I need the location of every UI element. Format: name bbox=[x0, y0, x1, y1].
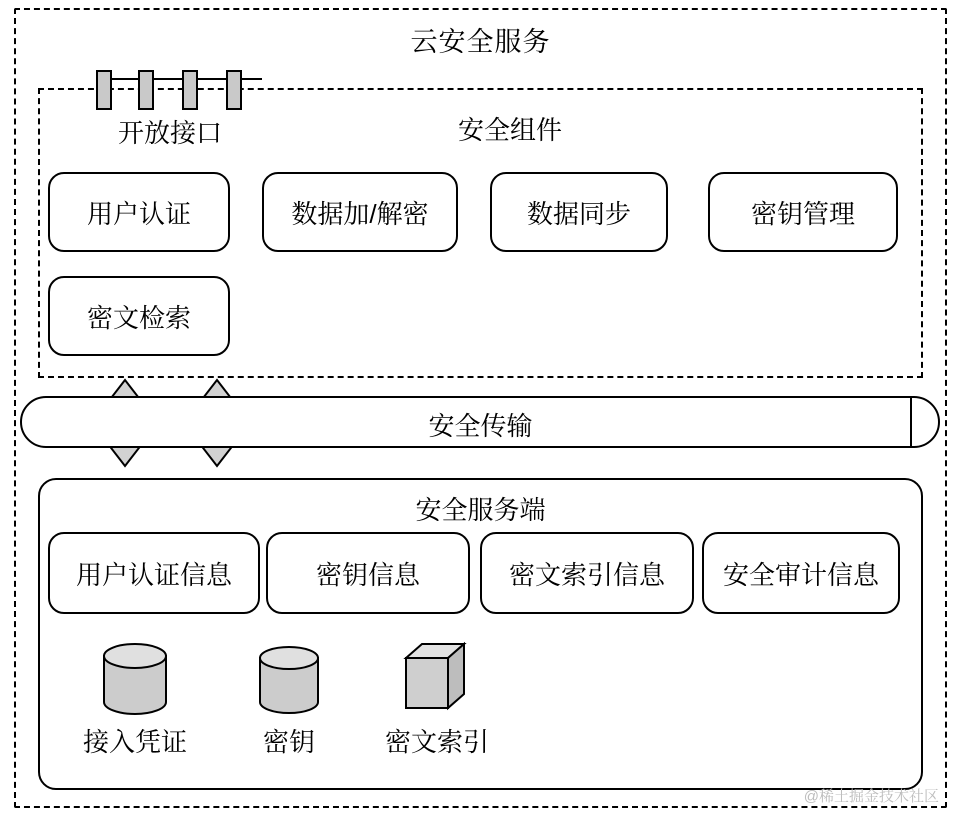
connector-bar-1 bbox=[96, 70, 112, 110]
open-api-connector-bars bbox=[82, 70, 262, 112]
cylinder-icon-credentials bbox=[98, 642, 172, 718]
server-info-ciphertext-index[interactable] bbox=[480, 532, 694, 614]
component-label: 密钥管理 bbox=[750, 198, 855, 229]
page-title: 云安全服务 bbox=[410, 27, 551, 57]
store-label-credentials: 接入凭证 bbox=[82, 727, 187, 757]
secure-transport-label: 安全传输 bbox=[428, 411, 533, 441]
component-data-sync[interactable] bbox=[490, 172, 668, 252]
component-key-management[interactable] bbox=[708, 172, 898, 252]
component-user-auth[interactable] bbox=[48, 172, 230, 252]
server-info-key[interactable] bbox=[266, 532, 470, 614]
info-box-label: 密文索引信息 bbox=[508, 559, 665, 590]
connector-bar-4 bbox=[226, 70, 242, 110]
component-label: 密文检索 bbox=[86, 302, 191, 333]
security-components-title: 安全组件 bbox=[457, 115, 562, 145]
server-info-user-auth[interactable] bbox=[48, 532, 260, 614]
component-label: 数据同步 bbox=[526, 198, 631, 229]
cylinder-icon-keys bbox=[252, 646, 326, 722]
info-box-label: 用户认证信息 bbox=[75, 559, 232, 590]
store-label-keys: 密钥 bbox=[262, 727, 315, 757]
cube-icon-ciphertext-index bbox=[398, 638, 472, 714]
store-label-ciphertext-index: 密文索引 bbox=[384, 727, 489, 757]
watermark: @稀土掘金技术社区 bbox=[803, 788, 939, 805]
info-box-label: 安全审计信息 bbox=[722, 559, 879, 590]
security-server-title: 安全服务端 bbox=[415, 495, 546, 525]
component-data-encrypt-decrypt[interactable] bbox=[262, 172, 458, 252]
connector-bar-3 bbox=[182, 70, 198, 110]
open-api-label: 开放接口 bbox=[117, 118, 222, 148]
server-info-audit[interactable] bbox=[702, 532, 900, 614]
component-ciphertext-retrieval[interactable] bbox=[48, 276, 230, 356]
info-box-label: 密钥信息 bbox=[315, 559, 420, 590]
connector-bar-2 bbox=[138, 70, 154, 110]
component-label: 数据加/解密 bbox=[291, 198, 429, 229]
component-label: 用户认证 bbox=[86, 198, 191, 229]
